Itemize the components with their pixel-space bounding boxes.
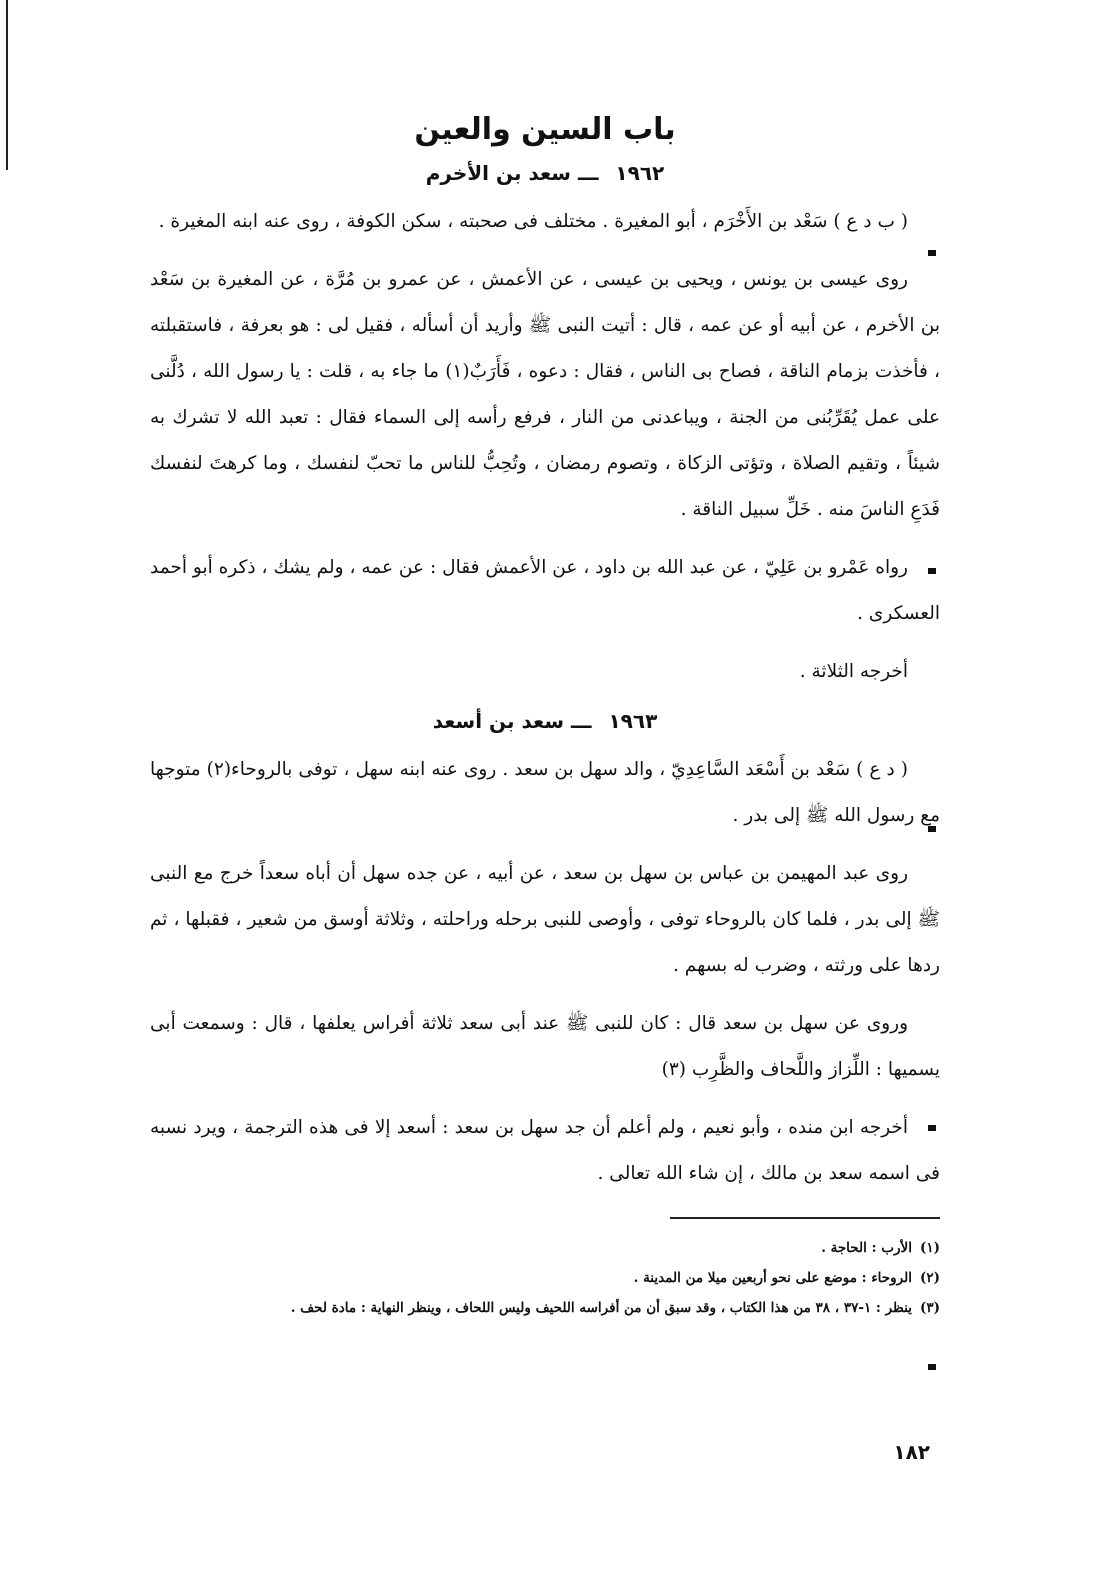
paragraph: رواه عَمْرو بن عَلِيّ ، عن عبد الله بن داود ، عن الأعمش فقال : عن عمه ، ولم يشك ، ذكره أبو أحمد العسكرى . [150, 557, 940, 624]
footnote [150, 1233, 940, 1263]
margin-mark [928, 826, 936, 832]
scan-left-edge-rule [6, 0, 8, 170]
footnote-text: الروحاء : موضع على نحو أربعين ميلا من المدينة . [633, 1270, 912, 1286]
footnote-text: ينظر : ١-٣٧ ، ٣٨ من هذا الكتاب ، وقد سبق أن من أفراسه اللحيف وليس اللحاف ، وينظر النهاية : مادة لحف . [290, 1300, 912, 1316]
footnote [150, 1293, 940, 1323]
margin-mark [928, 1364, 936, 1370]
paragraph: أخرجه ابن منده ، وأبو نعيم ، ولم أعلم أن جد سهل بن سعد : أسعد إلا فى هذه الترجمة ، ويرد نسبه فى اسمه سعد بن مالك ، إن شاء الله تعالى . [150, 1117, 940, 1184]
footnote [150, 1263, 940, 1293]
paragraph: روى عبد المهيمن بن عباس بن سهل بن سعد ، عن أبيه ، عن جده سهل أن أباه سعداً خرج مع النبى ﷺ إلى بدر ، فلما كان بالروحاء توفى ، وأوصى للنبى برحله وراحلته ، وثلاثة أوسق من شعير ، فقبلها ، ثم ردها على ورثته ، وضرب له بسهم . [150, 863, 940, 976]
entry-name: سعد بن الأخرم [425, 161, 571, 185]
margin-mark [928, 1125, 936, 1131]
entry-number: ١٩٦٣ [608, 709, 658, 733]
entry-heading-1963 [150, 709, 940, 733]
page-number: ١٨٢ [893, 1440, 930, 1464]
paragraph: أخرجه الثلاثة . [799, 661, 908, 682]
footnote-separator [670, 1217, 940, 1219]
entry-name: سعد بن أسعد [432, 709, 565, 733]
entry-dash: ـــ [577, 161, 599, 185]
margin-mark [928, 250, 936, 256]
paragraph: ( د ع ) سَعْد بن أَسْعَد السَّاعِدِيّ ، والد سهل بن سعد . روى عنه ابنه سهل ، توفى بالروحاء(٢) متوجها مع رسول الله ﷺ إلى بدر . [150, 759, 940, 826]
entry-heading-1962 [150, 161, 940, 185]
entry-number: ١٩٦٢ [615, 161, 665, 185]
paragraph: ( ب د ع ) سَعْد بن الأَخْرَم ، أبو المغيرة . مختلف فى صحبته ، سكن الكوفة ، روى عنه ابنه المغيرة . [158, 211, 908, 232]
paragraph: روى عيسى بن يونس ، ويحيى بن عيسى ، عن الأعمش ، عن عمرو بن مُرَّة ، عن المغيرة بن سَعْد بن الأخرم ، عن أبيه أو عن عمه ، قال : أتيت النبى ﷺ وأريد أن أسأله ، فقيل لى : هو بعرفة ، فاستقبلته ، فأخذت بزمام الناقة ، فصاح بى الناس ، فقال : دعوه ، فَأَرَبٌ(١) ما جاء به ، قلت : يا رسول الله ، دُلَّنى على عمل يُقَرِّبُنى من الجنة ، ويباعدنى من النار ، فرفع رأسه إلى السماء فقال : تعبد الله لا تشرك به شيئاً ، وتقيم الصلاة ، وتؤتى الزكاة ، وتصوم رمضان ، وتُحِبُّ للناس ما تحبّ لنفسك ، وما كرهتَ لنفسك فَدَعِ الناسَ منه . خَلِّ سبيل الناقة . [150, 269, 940, 520]
document-page [150, 100, 940, 1520]
footnote-mark: (٣) [919, 1300, 940, 1316]
footnote-text: الأرب : الحاجة . [821, 1240, 912, 1256]
paragraph: وروى عن سهل بن سعد قال : كان للنبى ﷺ عند أبى سعد ثلاثة أفراس يعلفها ، قال : وسمعت أبى يسميها : اللِّزاز واللَّحاف والظَّرِب (٣) [150, 1013, 940, 1080]
entry-dash: ـــ [570, 709, 592, 733]
margin-mark [928, 568, 936, 574]
chapter-title: باب السين والعين [414, 112, 676, 147]
footnote-mark: (١) [919, 1240, 940, 1256]
footnote-mark: (٢) [919, 1270, 940, 1286]
